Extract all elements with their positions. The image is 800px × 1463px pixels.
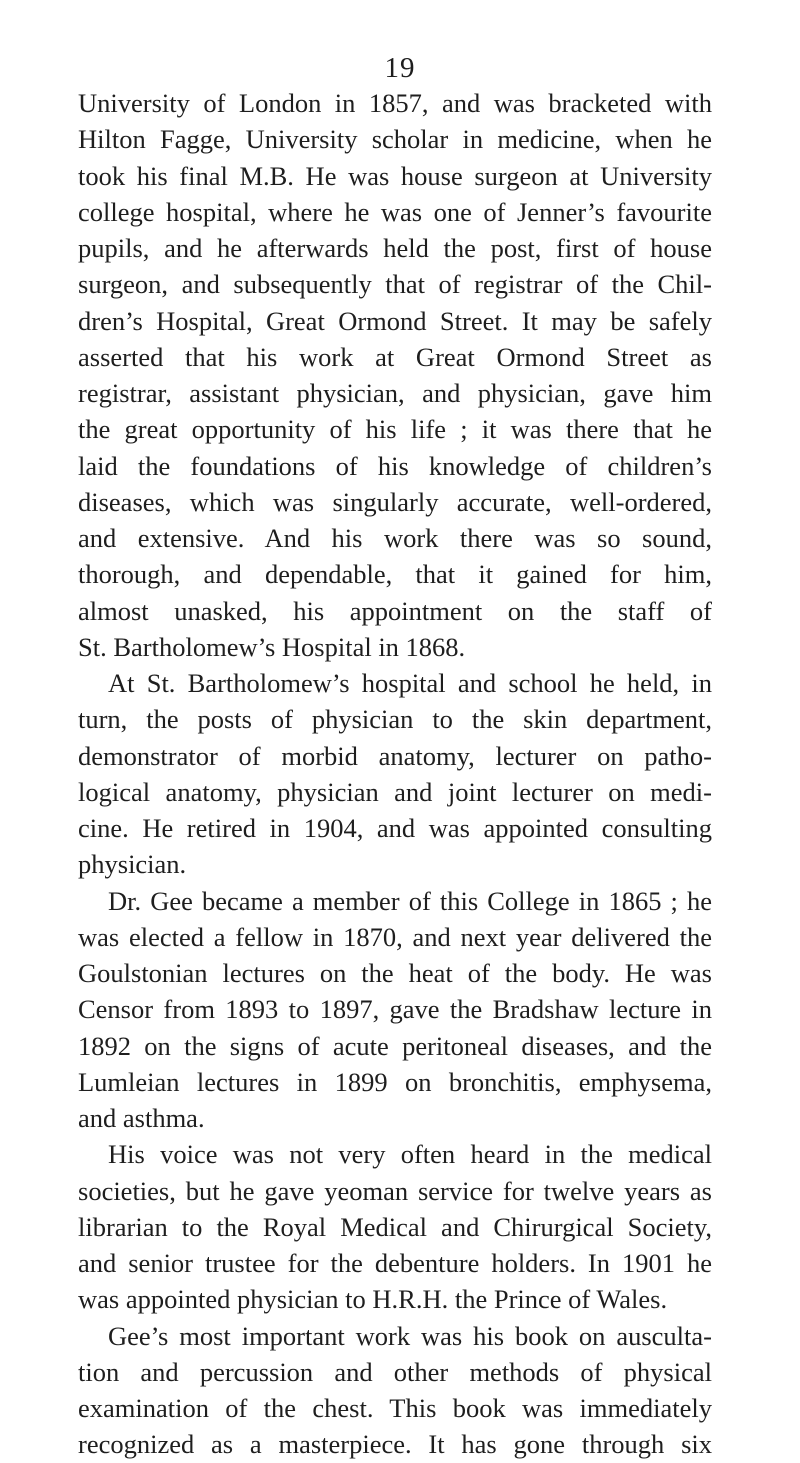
text-line: thorough, and dependable, that it gained for him,: [78, 559, 712, 590]
text-line: surgeon, and subsequently that of registrar of the Chil-: [78, 269, 712, 300]
text-line: 1892 on the signs of acute peritoneal diseases, and the: [78, 1030, 712, 1061]
text-line: Goulstonian lectures on the heat of the body. He was: [78, 958, 712, 988]
body-text: [78, 85, 712, 1463]
text-line: Hilton Fagge, University scholar in medicine, when he: [78, 124, 712, 155]
text-line: college hospital, where he was one of Jenner’s favourite: [78, 196, 712, 227]
text-line: Dr. Gee became a member of this College in 1865 ; he: [108, 885, 712, 916]
page-number: 19: [384, 52, 416, 84]
text-line: and extensive. And his work there was so sound,: [78, 523, 712, 553]
text-line: Gee’s most important work was his book on ausculta-: [108, 1320, 712, 1351]
text-line: demonstrator of morbid anatomy, lecturer on patho-: [78, 740, 712, 771]
text-line: Lumleian lectures in 1899 on bronchitis, emphysema,: [78, 1066, 712, 1097]
text-line: was appointed physician to H.R.H. the Prince of Wales.: [78, 1284, 668, 1315]
text-line: Censor from 1893 to 1897, gave the Bradshaw lecture in: [78, 994, 712, 1025]
text-line: and senior trustee for the debenture holders. In 1901 he: [78, 1248, 712, 1278]
text-line: almost unasked, his appointment on the staff of: [78, 595, 712, 626]
text-line: and asthma.: [78, 1103, 205, 1133]
text-line: cine. He retired in 1904, and was appointed consulting: [78, 813, 712, 843]
text-line: dren’s Hospital, Great Ormond Street. It may be safely: [78, 305, 712, 336]
text-line: laid the foundations of his knowledge of children’s: [78, 450, 712, 481]
text-line: asserted that his work at Great Ormond Street as: [78, 341, 712, 372]
text-line: societies, but he gave yeoman service for twelve years as: [78, 1175, 712, 1206]
text-line: His voice was not very often heard in the medical: [108, 1139, 712, 1170]
text-line: librarian to the Royal Medical and Chirurgical Society,: [78, 1211, 712, 1242]
text-line: examination of the chest. This book was immediately: [78, 1393, 712, 1423]
text-line: was elected a fellow in 1870, and next year delivered the: [78, 921, 712, 952]
text-line: the great opportunity of his life ; it was there that he: [78, 414, 712, 445]
text-line: University of London in 1857, and was bracketed with: [78, 88, 712, 118]
text-line: registrar, assistant physician, and physician, gave him: [78, 378, 712, 408]
text-line: At St. Bartholomew’s hospital and school he held, in: [108, 668, 712, 698]
text-line: physician.: [78, 849, 187, 880]
text-line: diseases, which was singularly accurate, well-ordered,: [78, 486, 712, 517]
text-line: recognized as a masterpiece. It has gone through six: [78, 1429, 712, 1460]
text-line: logical anatomy, physician and joint lecturer on medi-: [78, 776, 712, 807]
text-line: pupils, and he afterwards held the post, first of house: [78, 233, 712, 263]
text-line: St. Bartholomew’s Hospital in 1868.: [78, 631, 466, 662]
text-line: tion and percussion and other methods of physical: [78, 1356, 712, 1387]
text-line: turn, the posts of physician to the skin department,: [78, 704, 712, 735]
text-line: took his final M.B. He was house surgeon at University: [78, 160, 712, 191]
